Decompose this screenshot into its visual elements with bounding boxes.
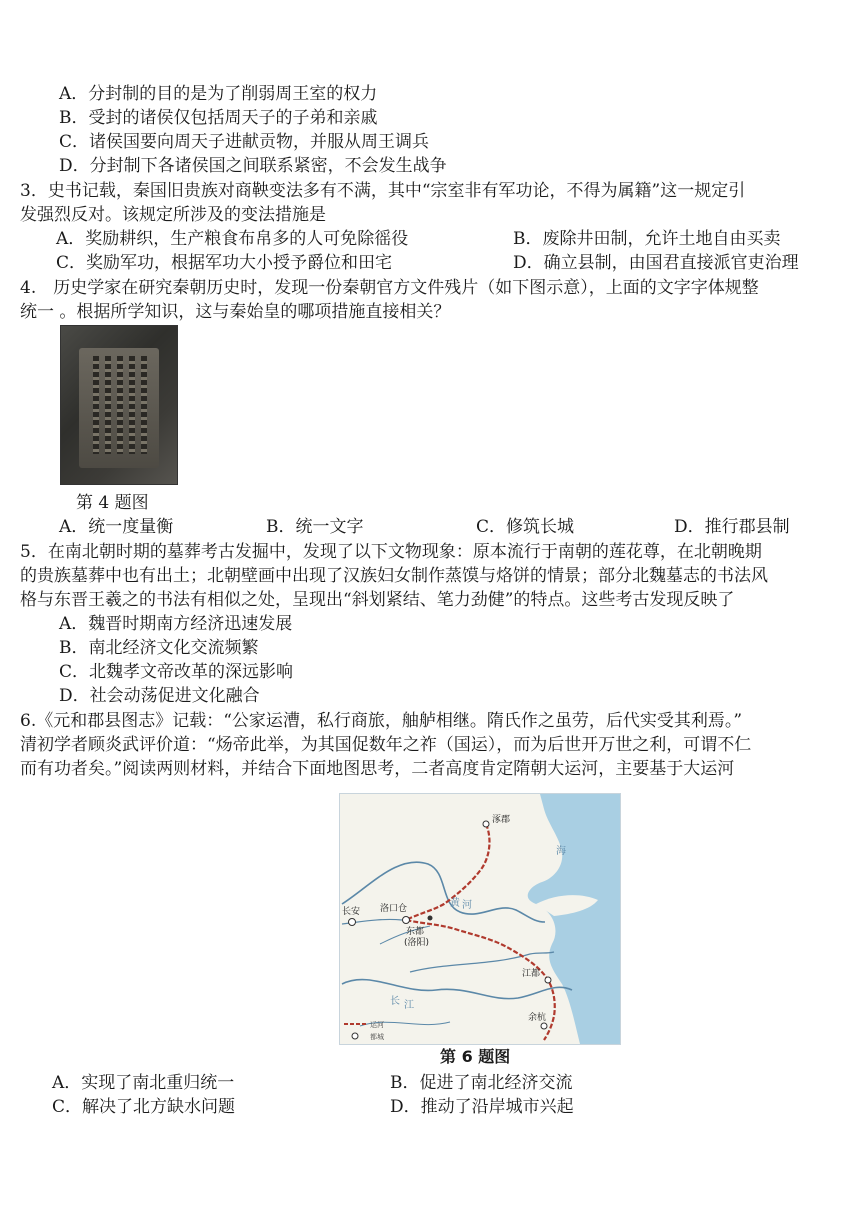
sea-region: [528, 794, 620, 1044]
q3-stem-line2: 发强烈反对。该规定所涉及的变法措施是: [20, 205, 326, 225]
q2-option-a: A．分封制的目的是为了削弱周王室的权力: [59, 84, 378, 104]
q6-figure-caption: 第 6 题图: [440, 1047, 511, 1066]
q2-option-b: B．受封的诸侯仅包括周天子的子弟和亲戚: [59, 108, 378, 128]
label-hai: 海: [556, 846, 566, 857]
label-chang: 长: [390, 996, 400, 1007]
label-yuhang: 余杭: [528, 1013, 547, 1023]
q4-option-b: B．统一文字: [266, 517, 364, 537]
label-dongdu: 东都: [406, 927, 425, 937]
label-huang: 黄: [450, 898, 460, 909]
q6-option-a: A．实现了南北重归统一: [52, 1073, 235, 1093]
q6-stem-line3: 而有功者矣。”阅读两则材料，并结合下面地图思考，二者高度肯定隋朝大运河，主要基于大运河: [20, 759, 735, 779]
q3-stem-line1: 3．史书记载，秦国旧贵族对商鞅变法多有不满，其中“宗室非有军功论，不得为属籍”这一规定引: [20, 181, 746, 201]
qin-document-photo: [60, 325, 178, 485]
q4-option-a: A．统一度量衡: [59, 517, 174, 537]
label-changan: 长安: [342, 907, 361, 917]
q5-stem-line3: 格与东晋王羲之的书法有相似之处，呈现出“斜划紧结、笔力劲健”的特点。这些考古发现反映了: [20, 590, 735, 610]
q3-option-a: A．奖励耕织，生产粮食布帛多的人可免除徭役: [56, 229, 409, 249]
q4-stem-line2: 统一 。根据所学知识，这与秦始皇的哪项措施直接相关？: [20, 302, 451, 322]
q5-option-b: B．南北经济文化交流频繁: [59, 638, 259, 658]
jiangdu-marker: [545, 977, 551, 983]
q6-stem-line2: 清初学者顾炎武评价道：“炀帝此举，为其国促数年之祚（国运），而为后世开万世之利，可谓不仁: [20, 735, 752, 755]
label-luokou: 洛口仓: [380, 904, 408, 914]
legend-capital-swatch: [352, 1033, 358, 1039]
q2-option-c: C．诸侯国要向周天子进献贡物，并服从周王调兵: [59, 132, 430, 152]
q5-option-c: C．北魏孝文帝改革的深远影响: [59, 662, 294, 682]
q6-stem-line1: 6.《元和郡县图志》记载：“公家运漕，私行商旅，舳舻相继。隋氏作之虽劳，后代实受其利焉。”: [20, 711, 743, 731]
q4-option-d: D．推行郡县制: [674, 517, 790, 537]
yellow-river: [342, 862, 545, 922]
label-jiang: 江: [404, 1000, 414, 1011]
q4-stem-line1: 4. 历史学家在研究秦朝历史时，发现一份秦朝官方文件残片（如下图示意），上面的文字字体规整: [20, 278, 759, 298]
legend-capital-label: 都城: [370, 1033, 384, 1041]
yuhang-marker: [541, 1023, 547, 1029]
q3-option-b: B．废除井田制，允许土地自由买卖: [513, 229, 781, 249]
q5-stem-line1: 5．在南北朝时期的墓葬考古发掘中，发现了以下文物现象：原本流行于南朝的莲花尊，在北朝晚期: [20, 542, 762, 562]
q4-figure-caption: 第 4 题图: [76, 493, 149, 513]
luokou-marker: [428, 916, 433, 921]
label-jiangdu: 江都: [522, 969, 541, 979]
label-zhuojun: 涿郡: [492, 815, 511, 825]
legend-canal-label: 运河: [370, 1021, 384, 1029]
grand-canal-route: [406, 824, 555, 1040]
label-luoyang: (洛阳): [404, 938, 430, 948]
changan-marker: [349, 919, 356, 926]
zhuojun-marker: [483, 821, 489, 827]
q6-option-b: B．促进了南北经济交流: [390, 1073, 573, 1093]
yangtze-river: [342, 980, 572, 999]
q5-option-a: A．魏晋时期南方经济迅速发展: [59, 614, 293, 634]
grand-canal-map-svg: [340, 794, 620, 1044]
grand-canal-map: [339, 793, 621, 1045]
label-he: 河: [462, 900, 472, 911]
dongdu-marker: [403, 917, 410, 924]
q3-option-d: D．确立县制，由国君直接派官吏治理: [513, 253, 799, 273]
q4-option-c: C．修筑长城: [476, 517, 575, 537]
q2-option-d: D．分封制下各诸侯国之间联系紧密，不会发生战争: [59, 156, 447, 176]
q5-stem-line2: 的贵族墓葬中也有出土；北朝壁画中出现了汉族妇女制作蒸馍与烙饼的情景；部分北魏墓志的书法风: [20, 566, 768, 586]
q6-option-c: C．解决了北方缺水问题: [52, 1097, 236, 1117]
q3-option-c: C．奖励军功，根据军功大小授予爵位和田宅: [56, 253, 393, 273]
q6-option-d: D．推动了沿岸城市兴起: [390, 1097, 574, 1117]
q5-option-d: D．社会动荡促进文化融合: [59, 686, 260, 706]
